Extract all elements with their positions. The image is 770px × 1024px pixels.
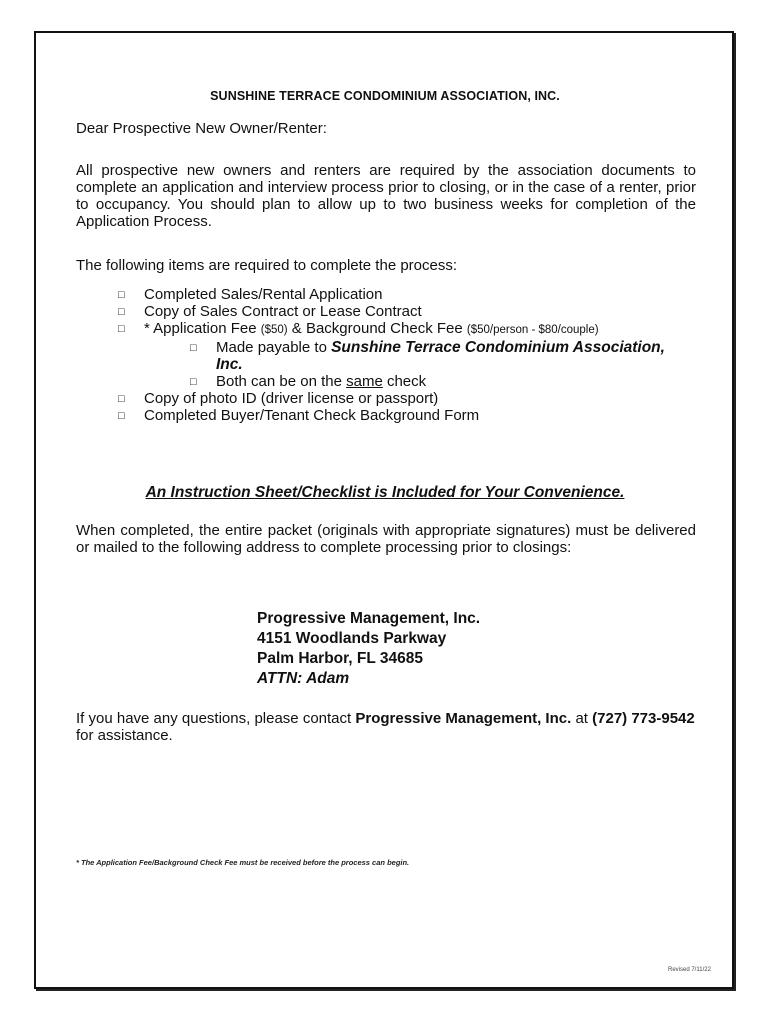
checkbox-bullet-icon: □ (118, 410, 125, 422)
same-word: same (346, 373, 383, 390)
item-text: Copy of photo ID (driver license or passport) (144, 390, 439, 407)
list-item (118, 407, 678, 424)
list-item-fees (118, 320, 678, 390)
questions-middle: at (571, 710, 593, 727)
phone-number: (727) 773-9542 (592, 710, 695, 727)
document-title: SUNSHINE TERRACE CONDOMINIUM ASSOCIATION, INC. (210, 89, 560, 103)
footnote: * The Application Fee/Background Check Fee must be received before the process can begin. (76, 858, 410, 867)
sub-list-item (190, 339, 678, 373)
items-intro: The following items are required to complete the process: (76, 257, 458, 274)
questions-company: Progressive Management, Inc. (355, 710, 572, 727)
salutation: Dear Prospective New Owner/Renter: (76, 120, 327, 137)
payable-prefix: Made payable to (216, 339, 332, 356)
completed-paragraph: When completed, the entire packet (originals with appropriate signatures) must be delivered or mailed to the following address to complete processing prior to closings: (76, 522, 696, 556)
item-text: Copy of Sales Contract or Lease Contract (144, 303, 422, 320)
list-item (118, 390, 678, 407)
address-attn: ATTN: Adam (257, 670, 350, 687)
intro-paragraph: All prospective new owners and renters are required by the association documents to complete an application and interview process prior to closing, or in the case of a renter, prior to occupancy. You should plan to allow up to two business weeks for completion of the Application Process. (76, 162, 696, 230)
item-text: Completed Sales/Rental Application (144, 286, 383, 303)
revised-date: Revised 7/11/22 (668, 967, 711, 973)
same-prefix: Both can be on the (216, 373, 347, 390)
fee-middle: & Background Check Fee (287, 320, 467, 337)
item-text: Completed Buyer/Tenant Check Background Form (144, 407, 480, 424)
page-shadow-bottom (36, 989, 736, 991)
fee-prefix: * Application Fee (144, 320, 261, 337)
list-item (118, 303, 678, 320)
fee-sub-list (144, 339, 678, 390)
address-city: Palm Harbor, FL 34685 (257, 650, 423, 667)
questions-prefix: If you have any questions, please contact (76, 710, 356, 727)
address-company: Progressive Management, Inc. (257, 610, 481, 627)
payee-name: Sunshine Terrace Condominium Association, Inc. (216, 339, 665, 373)
sub-list-item (190, 373, 678, 390)
page-shadow-right (734, 33, 736, 991)
list-item (118, 286, 678, 303)
questions-paragraph (76, 710, 696, 744)
app-fee-amount: ($50) (260, 324, 288, 336)
checkbox-bullet-icon: □ (118, 306, 125, 318)
same-suffix: check (382, 373, 427, 390)
bg-fee-amount: ($50/person - $80/couple) (466, 324, 599, 336)
questions-suffix: for assistance. (76, 727, 173, 744)
mailing-address (257, 609, 480, 689)
checkbox-bullet-icon: □ (118, 393, 125, 405)
required-items-list (118, 286, 678, 424)
checkbox-bullet-icon: □ (190, 376, 197, 388)
instruction-note: An Instruction Sheet/Checklist is Included for Your Convenience. (145, 484, 625, 501)
address-street: 4151 Woodlands Parkway (257, 630, 447, 647)
checkbox-bullet-icon: □ (118, 289, 125, 301)
checkbox-bullet-icon: □ (118, 323, 125, 335)
checkbox-bullet-icon: □ (190, 342, 197, 354)
